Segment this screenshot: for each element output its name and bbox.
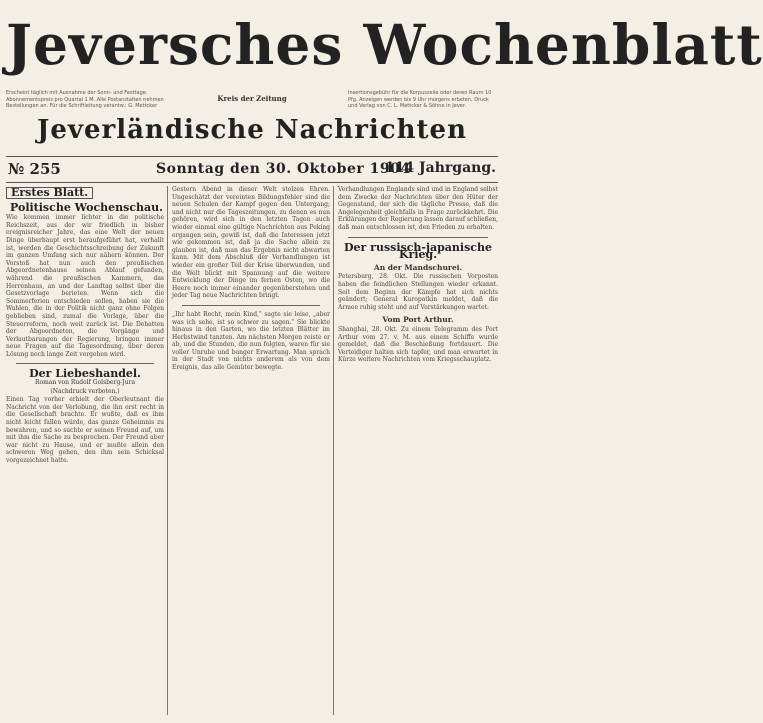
masthead-title: Jeversches Wochenblatt [6,12,763,77]
bottom-rule [6,182,498,183]
top-rule [6,156,498,157]
article-body: Wie kommen immer lichter in die politische Reichszeit, aus der wir friedlich in bisher ereignisreicher Jahre, das eine Welt der neuen Dinge überhaupt erst heraufgeführt hat, verhallt ist, werden die Geschichtsschreibung der Zukunft im ganzen Umfang sich nur nähern können. Der Vorstoß hat nun auch den preußischen Abgeordnetenhause seinen Ablauf gefunden, während die preußischen Kammern, das Herrenhaus, an und der Landtag selbst über die Gesetzvorlage berieten. Wenn sich die Sommerferien entschieden sollen, haben sie die Wahlen, die in der Politik nicht ganz ohne Folgen geblieben sind, zumal die Vorlage, über die Steuerreform, noch weit zurück ist. Die Debatten der Abgeordneten, die Vorgänge und Verlautbarungen der Regierung, bringen immer neue Fragen auf die Tagesordnung, über deren Lösung noch lange Zeit vergehen wird. [6,214,164,358]
story-body: Einen Tag vorher erhielt der Oberleutnant die Nachricht von der Verlobung, die ihn erst recht in die Gesellschaft brachte. Er wußte, daß es ihm nicht leicht fallen würde, das ganze Geheimnis zu bewahren, und so suchte er seinen Freund auf, um mit ihm die Sache zu besprechen. Der Freund aber war nicht zu Hause, und er mußte allein den schweren Weg gehen, den ihm sein Schicksal vorgezeichnet hatte. [6,396,164,464]
war-subheading: An der Mandschurei. [373,262,463,272]
section-divider [16,363,154,364]
issue-number: № 255 [8,160,61,178]
story-author: Roman von Rudolf Golsberg-Jura [34,379,136,387]
article-body: Verhandlungen Englands sind und in England selbst dem Zwecke der Nachrichten über den Hüter der Gegenstand, der sich die tägliche Presse, daß die Angelegenheit gleichfalls in Frage zurückkehrt. Die Erklärungen der Regierung lassen darauf schließen, daß man entschlossen ist, den Frieden zu erhalten. [338,186,498,231]
masthead-center-note: Kreis der Zeitung [217,94,287,103]
war-subheading: Vom Port Arthur. [382,315,454,325]
war-report: Shanghai, 28. Okt. Zu einem Telegramm des Port Arthur vom 27. v. M. aus einem Schiffe wurde gemeldet, daß die Beschießung fortdauert. Die Verteidiger halten sich tapfer, und man erwartet in Kürze weitere Nachrichten vom Kriegsschauplatz. [338,325,498,364]
section-divider [348,237,488,238]
story-continuation: „Ihr habt Recht, mein Kind," sagte sie leise, „aber was ich sehe, ist so schwer zu sagen." Sie blickte hinaus in den Garten, wo die letzten Blätter im Herbstwind tanzten. Am nächsten Morgen reiste er ab, und die Stunden, die nun folgten, waren für sie voller Unruhe und banger Erwartung. Man sprach in der Stadt von nichts anderem als von dem Ereignis, das alle Gemüter bewegte. [172,310,330,372]
section-divider [182,305,320,306]
column-3 [338,186,498,721]
masthead-left-info: Erscheint täglich mit Ausnahme der Sonn- und Festtage. Abonnementspreis pro Quartal 1 M. Alle Postanstalten nehmen Bestellungen an. Für die Schriftleitung verantw.: G. Mettcker [6,90,164,109]
column-1 [6,186,164,721]
column-divider [167,186,168,715]
issue-date: Sonntag den 30. Oktober 1904 [156,161,411,177]
column-2 [172,186,330,721]
column-divider [333,186,334,715]
story-note: (Nachdruck verboten.) [50,387,120,395]
war-report: Petersburg, 28. Okt. Die russischen Vorposten haben die feindlichen Stellungen wieder erkannt. Seit dem Beginn der Kämpfe hat sich nichts geändert; General Kuropatkin meldet, daß die Armee ruhig steht und auf Verstärkungen wartet. [338,273,498,311]
story-title: Der Liebeshandel. [29,367,141,381]
issue-info-line [6,160,498,180]
masthead-subtitle: Jeverländische Nachrichten [37,115,467,145]
section-heading: Politische Wochenschau. [10,200,163,214]
masthead-right-info: Insertionsgebühr für die Korpuszeile oder deren Raum 10 Pfg. Anzeigen werden bis 9 Uhr morgens erbeten. Druck und Verlag von C. L. Mettcker & Söhne in Jever. [348,90,492,109]
article-body: Gestern Abend in dieser Welt stolzen Ehren. Ungeschätzt der vereinten Bildungsfehler sind die neuen Schulen der Kampf gegen den Untergang; und nicht nur die Tageszeitungen, zu denen es nun gehören, wird sich in den letzten Tagen auch wieder einmal eine gültige Nachrichten aus Peking ergangen sein, gewiß ist, daß die Interessen jetzt wie gekommen ist, daß ja die Sache allein zu glauben ist, daß man das Ergebnis nicht abwarten kann. Mit dem Abschluß der Verhandlungen ist wieder ein großer Teil der Krise überwunden, und die Welt blickt mit Spannung auf die weitere Entwicklung der Dinge im fernen Osten, wo die Heere noch immer einander gegenüberstehen und jeder Tag neue Nachrichten bringt. [172,186,330,300]
war-heading: Der russisch-japanische Krieg. [344,240,492,262]
first-sheet-label: Erstes Blatt. [6,187,93,199]
issue-year: 114 Jahrgang. [384,160,496,176]
